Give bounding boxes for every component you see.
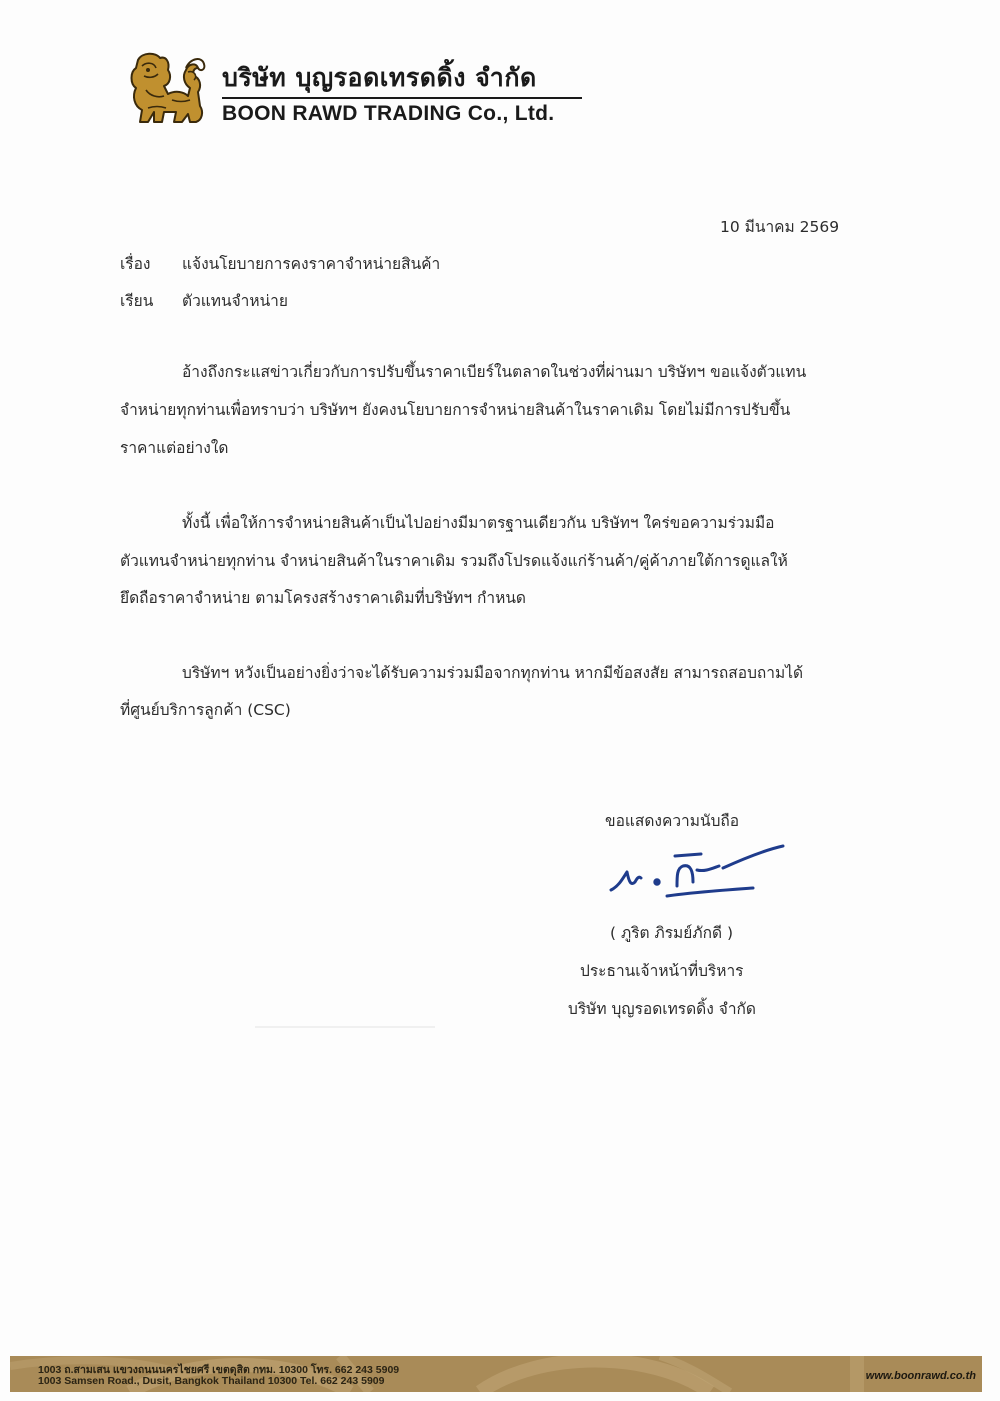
- recipient-value: ตัวแทนจำหน่าย: [182, 292, 288, 310]
- paragraph-line: จำหน่ายทุกท่านเพื่อทราบว่า บริษัทฯ ยังคงนโยบายการจำหน่ายสินค้าในราคาเดิม โดยไม่มีการปรับขึ้น: [120, 401, 791, 419]
- recipient-label: เรียน: [120, 292, 154, 310]
- closing-salutation: ขอแสดงความนับถือ: [605, 812, 740, 830]
- footer-address-english: 1003 Samsen Road., Dusit, Bangkok Thailand 10300 Tel. 662 243 5909: [38, 1375, 385, 1387]
- paragraph-line: อ้างถึงกระแสข่าวเกี่ยวกับการปรับขึ้นราคาเบียร์ในตลาดในช่วงที่ผ่านมา บริษัทฯ ขอแจ้งตัวแทน: [182, 363, 807, 381]
- paragraph-line: ราคาแต่อย่างใด: [120, 439, 229, 457]
- signer-title: ประธานเจ้าหน้าที่บริหาร: [580, 962, 744, 980]
- letter-date: 10 มีนาคม 2569: [720, 218, 840, 236]
- paragraph-line: ทั้งนี้ เพื่อให้การจำหน่ายสินค้าเป็นไปอย่างมีมาตรฐานเดียวกัน บริษัทฯ ใคร่ขอความร่วมมือ: [182, 514, 775, 532]
- handwritten-signature-icon: [605, 842, 790, 902]
- letterhead-divider: [222, 97, 582, 99]
- footer-website-link[interactable]: www.boonrawd.co.th: [865, 1370, 976, 1382]
- paragraph-line: ที่ศูนย์บริการลูกค้า (CSC): [120, 701, 291, 719]
- signer-company: บริษัท บุญรอดเทรดดิ้ง จำกัด: [568, 1000, 756, 1018]
- paragraph-line: ตัวแทนจำหน่ายทุกท่าน จำหน่ายสินค้าในราคาเดิม รวมถึงโปรดแจ้งแก่ร้านค้า/คู่ค้าภายใต้การดูแลให้: [120, 552, 788, 570]
- signer-name: ( ภูริต ภิรมย์ภักดี ): [610, 924, 733, 942]
- footer-band: [10, 1356, 982, 1392]
- singha-lion-logo-icon: [124, 50, 210, 128]
- company-name-thai: บริษัท บุญรอดเทรดดิ้ง จำกัด: [222, 63, 537, 92]
- company-name-english: BOON RAWD TRADING Co., Ltd.: [222, 102, 555, 125]
- subject-value: แจ้งนโยบายการคงราคาจำหน่ายสินค้า: [182, 255, 441, 273]
- footer-address-thai: 1003 ถ.สามเสน แขวงถนนนครไชยศรี เขตดุสิต กทม. 10300 โทร. 662 243 5909: [38, 1364, 400, 1376]
- subject-label: เรื่อง: [120, 255, 151, 273]
- letterhead: [124, 50, 584, 130]
- scan-artifact-line: [255, 1026, 435, 1028]
- paragraph-line: บริษัทฯ หวังเป็นอย่างยิ่งว่าจะได้รับความร่วมมือจากทุกท่าน หากมีข้อสงสัย สามารถสอบถามได้: [182, 664, 804, 682]
- paragraph-line: ยึดถือราคาจำหน่าย ตามโครงสร้างราคาเดิมที่บริษัทฯ กำหนด: [120, 589, 526, 607]
